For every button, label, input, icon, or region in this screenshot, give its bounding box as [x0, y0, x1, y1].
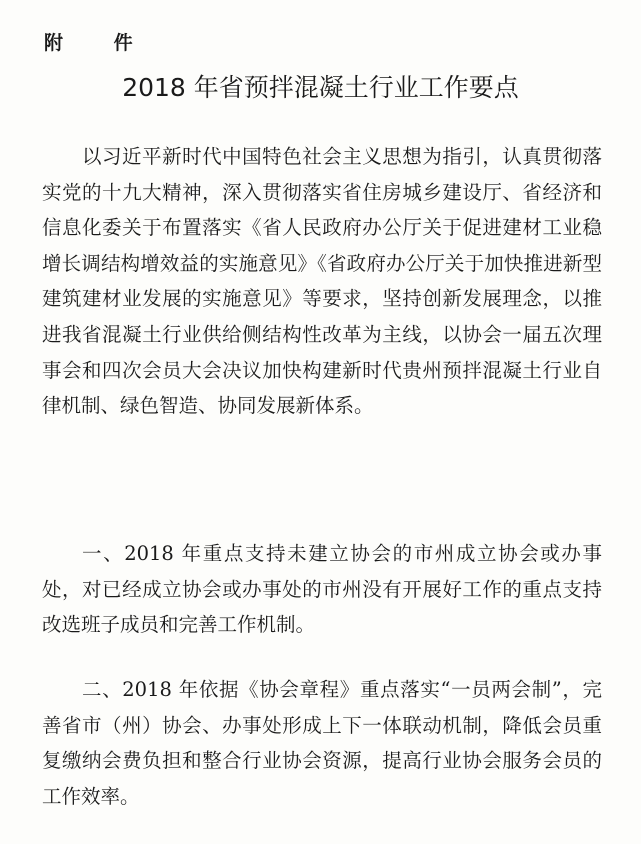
- intro-paragraph: 以习近平新时代中国特色社会主义思想为指引，认真贯彻落实党的十九大精神，深入贯彻落实省住房城乡建设厅、省经济和信息化委关于布置落实《省人民政府办公厅关于促进建材工业稳增长调结构增效益的实施意见》《省政府办公厅关于加快推进新型建筑建材业发展的实施意见》等要求，坚持创新发展理念，以推进我省混凝土行业供给侧结构性改革为主线，以协会一届五次理事会和四次会员大会决议加快构建新时代贵州预拌混凝土行业自律机制、绿色智造、协同发展新体系。: [42, 145, 602, 418]
- attachment-label: 附 件: [44, 32, 155, 54]
- item-paragraph-1: 一、2018 年重点支持未建立协会的市州成立协会或办事处，对已经成立协会或办事处的市州没有开展好工作的重点支持改选班子成员和完善工作机制。: [42, 542, 602, 637]
- document-title: 2018 年省预拌混凝土行业工作要点: [122, 73, 519, 102]
- item-paragraph-2: 二、2018 年依据《协会章程》重点落实“一员两会制”，完善省市（州）协会、办事处形成上下一体联动机制，降低会员重复缴纳会费负担和整合行业协会资源，提高行业协会服务会员的工作效率。: [42, 678, 602, 808]
